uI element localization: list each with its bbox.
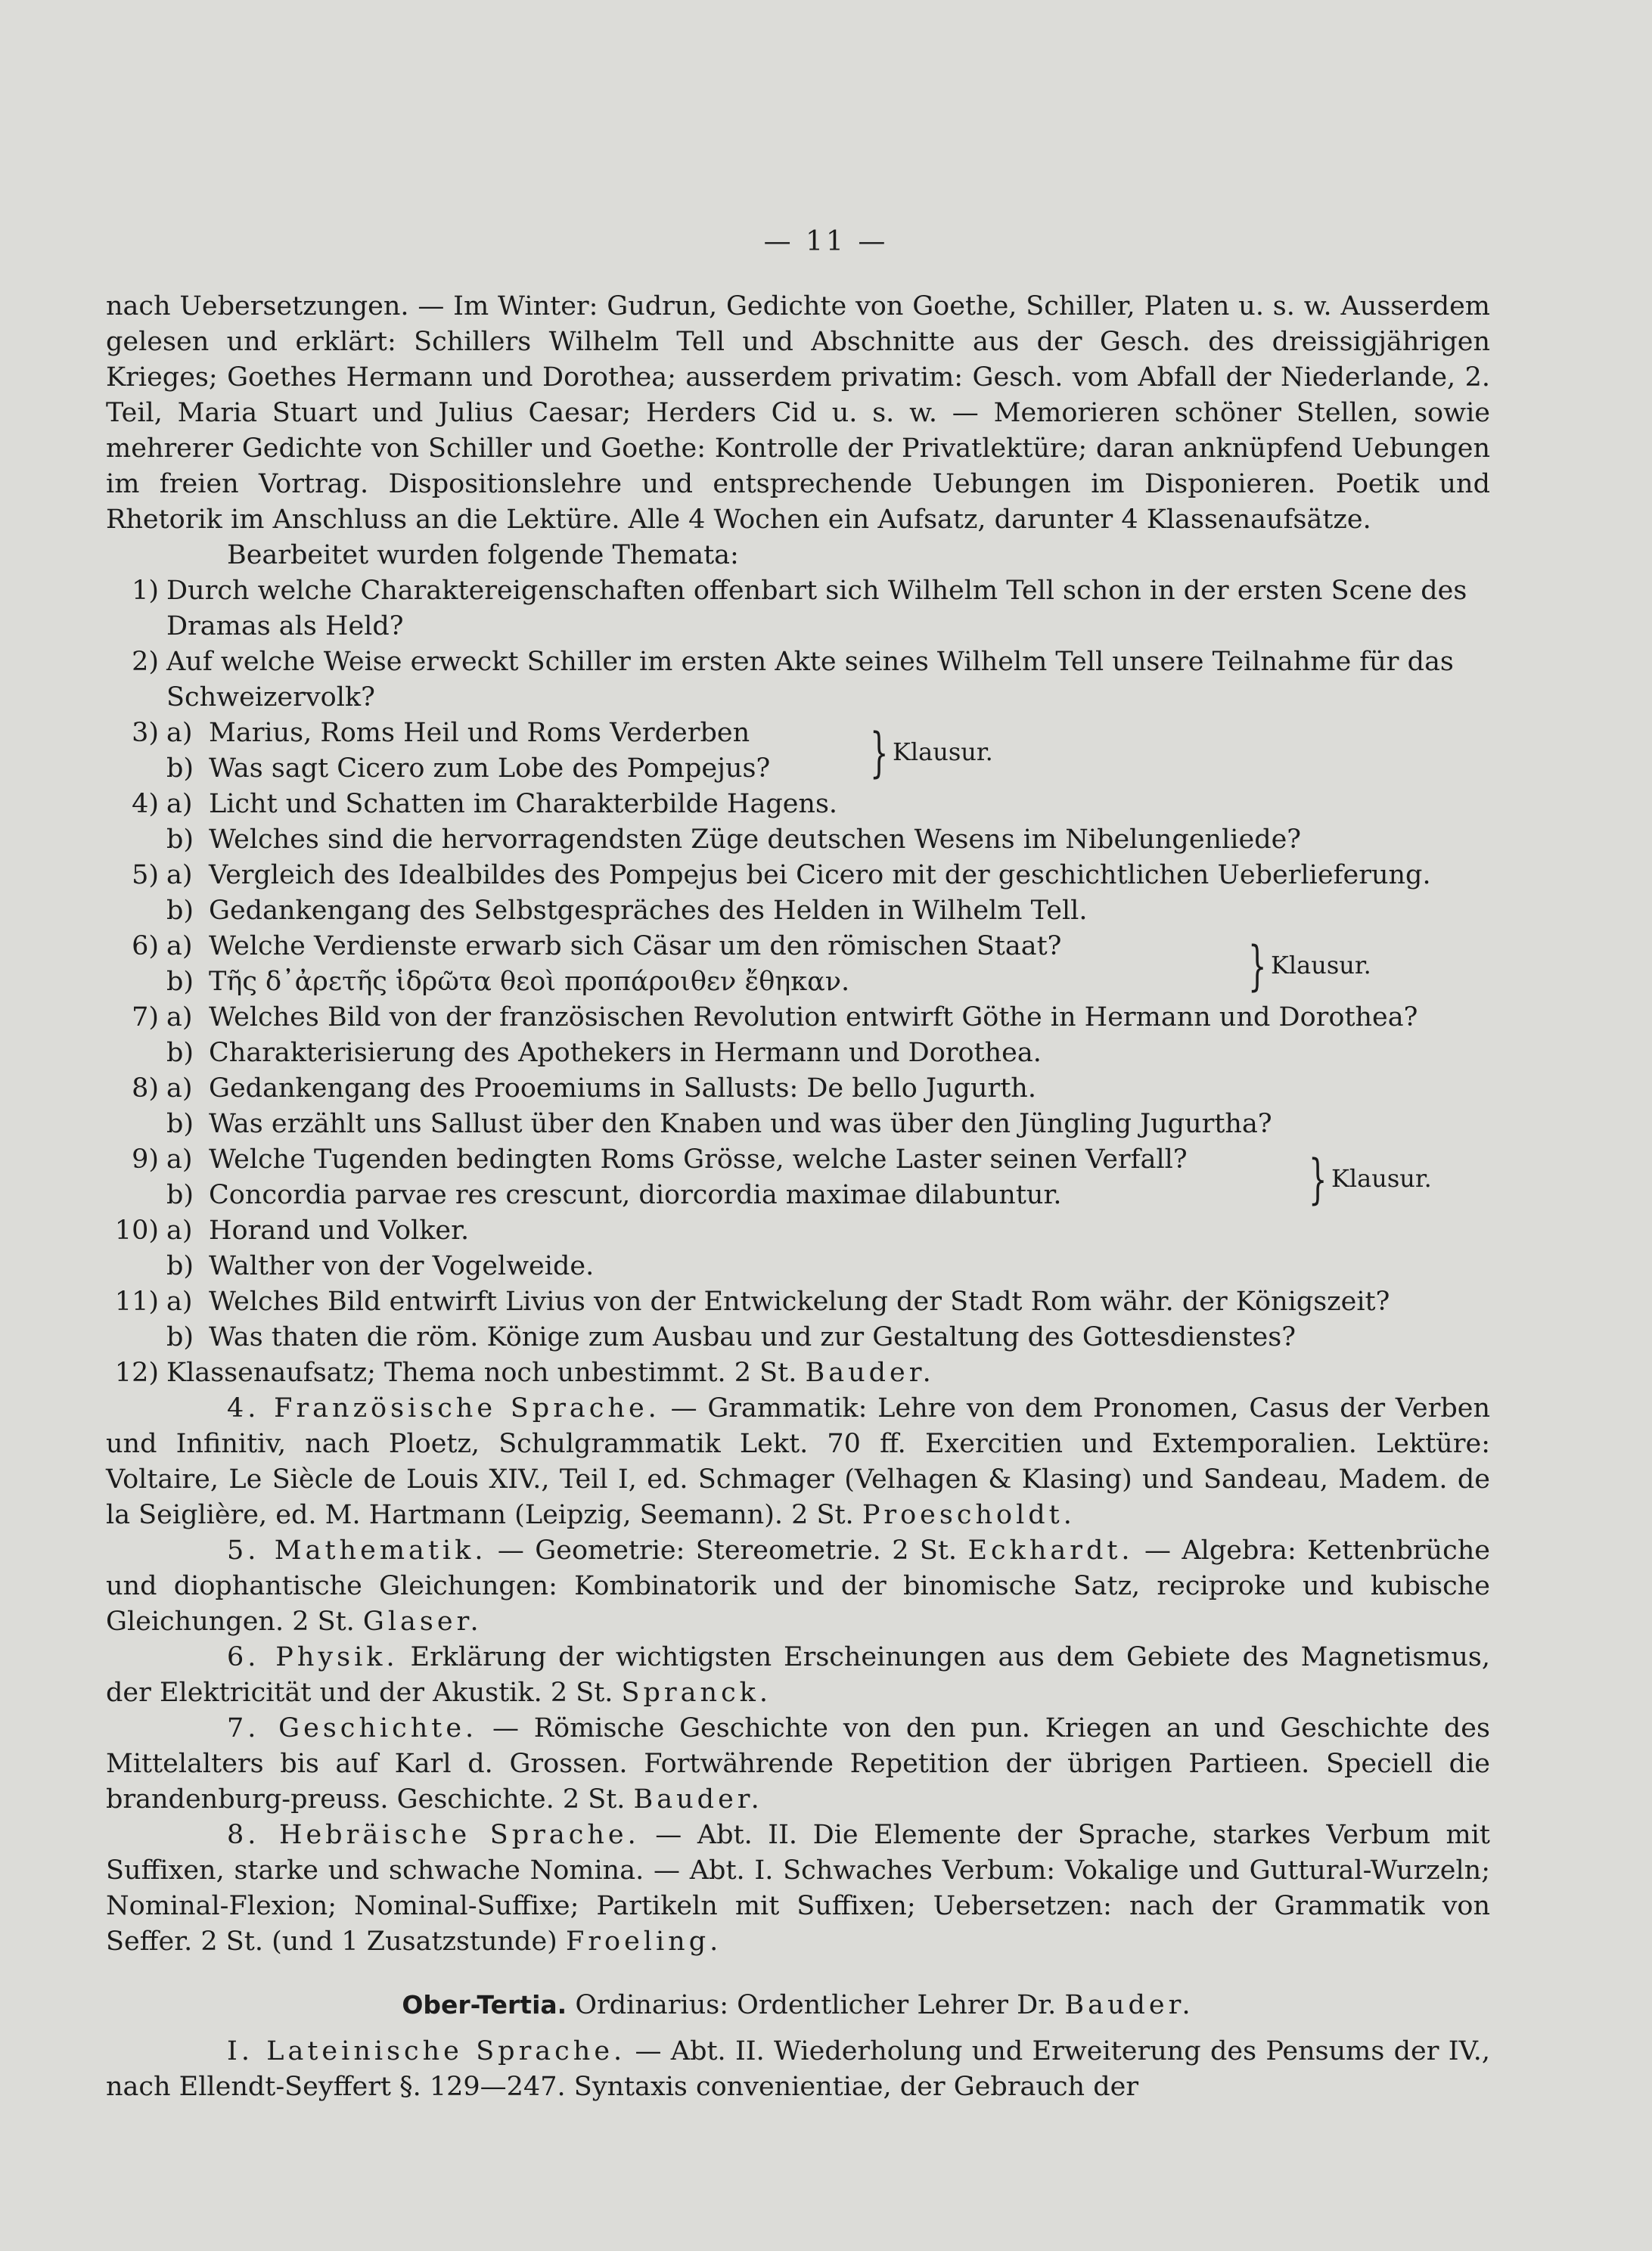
theme-subitem-b [106,1320,1490,1355]
theme-number: 6) [132,931,159,961]
subitem-text: Walther von der Vogelweide. [209,1251,595,1281]
subitem-text: Gedankengang des Prooemiums in Sallusts: De bello Jugurth. [209,1073,1036,1104]
subitem-text: Was sagt Cicero zum Lobe des Pompejus? [209,753,771,784]
subitem-label: b) [166,824,194,855]
teacher-name: Bauder. [633,1784,763,1815]
teacher-name: Bauder. [805,1358,935,1388]
teacher-name: Glaser. [362,1607,483,1637]
theme-item-5 [106,858,1490,929]
section-text: — Geometrie: Stereometrie. 2 St. [497,1535,958,1566]
subitem-text: Welches Bild entwirft Livius von der Entwickelung der Stadt Rom währ. der Königszeit? [209,1287,1390,1317]
ordinarius-label: Ordinarius: Ordentlicher Lehrer Dr. [575,1990,1057,2020]
subitem-label: a) [166,931,193,961]
theme-item-9 [106,1142,1490,1213]
ordinarius-name: Bauder. [1064,1990,1194,2020]
theme-item-11 [106,1284,1490,1355]
theme-number: 3) [132,718,159,748]
brace-mark: } [1248,935,1267,997]
theme-subitem-a [106,858,1490,893]
section-physics [106,1640,1490,1711]
subitem-label: b) [166,1109,194,1139]
subitem-text: Charakterisierung des Apothekers in Hermann und Dorothea. [209,1038,1042,1068]
theme-subitem-b [106,1035,1490,1071]
section-hebrew [106,1818,1490,1960]
subitem-text: Vergleich des Idealbildes des Pompejus bei Cicero mit der geschichtlichen Ueberlieferung. [209,860,1431,890]
theme-number: 9) [132,1144,159,1175]
subitem-label: b) [166,896,194,926]
theme-number: 11) [114,1287,159,1317]
theme-text: Auf welche Weise erweckt Schiller im ersten Akte seines Wilhelm Tell unsere Teilnahme für das Schweizervolk? [166,647,1454,713]
body-text [106,289,1490,2105]
theme-item-10 [106,1213,1490,1284]
theme-number: 8) [132,1073,159,1104]
section-label: I. Lateinische Sprache. [227,2036,626,2066]
section-text: — Abt. II. Wiederholung und Erweiterung des Pensums der IV., nach Ellendt-Seyffert §. 129—247. Syntaxis convenientiae, der Gebrauch der [106,2036,1490,2102]
teacher-name: Proescholdt. [862,1500,1076,1530]
section-label: 5. Mathematik. [227,1535,487,1566]
subitem-text: Marius, Roms Heil und Roms Verderben [209,718,750,748]
section-gap [106,1960,1490,1987]
subitem-label: a) [166,1216,193,1246]
subitem-label: a) [166,1144,193,1175]
theme-item-7 [106,1000,1490,1071]
subitem-label: b) [166,1251,194,1281]
theme-subitem-b [106,1249,1490,1284]
theme-subitem-a [106,716,1490,751]
subitem-text: Welche Tugenden bedingten Roms Grösse, welche Laster seinen Verfall? [209,1144,1188,1175]
theme-item-1 [106,573,1490,644]
section-history [106,1711,1490,1818]
theme-subitem-b [106,1107,1490,1142]
brace-mark: } [870,722,889,784]
section-text: Erklärung der wichtigsten Erscheinungen aus dem Gebiete des Magnetismus, der Elektricität und der Akustik. 2 St. [106,1642,1490,1708]
theme-text: Durch welche Charaktereigenschaften offenbart sich Wilhelm Tell schon in der ersten Scene des Dramas als Held? [166,576,1467,641]
subitem-text: Licht und Schatten im Charakterbilde Hagens. [209,789,838,819]
subitem-text: Horand und Volker. [209,1216,470,1246]
subitem-text: Welches Bild von der französischen Revolution entwirft Göthe in Hermann und Dorothea? [209,1002,1418,1032]
section-label: 6. Physik. [227,1642,399,1672]
teacher-name: Spranck. [621,1678,772,1708]
theme-item-4 [106,787,1490,858]
theme-subitem-a [106,1000,1490,1035]
subitem-label: b) [166,1322,194,1352]
subitem-label: b) [166,1038,194,1068]
theme-item-8 [106,1071,1490,1142]
subitem-label: a) [166,860,193,890]
section-text: — Grammatik: Lehre von dem Pronomen, Casus der Verben und Infinitiv, nach Ploetz, Schulgrammatik Lekt. 70 ff. Exercitien und Extemporalien. Lektüre: Voltaire, Le Siècle de Louis XIV., Teil I, ed. Schmager (Velhagen & Klasing) und Sandeau, Madem. de la Seiglière, ed. M. Hartmann (Leipzig, Seemann). 2 St. [106,1393,1490,1530]
subitem-text: Was thaten die röm. Könige zum Ausbau und zur Gestaltung des Gottesdienstes? [209,1322,1296,1352]
subitem-text: Was erzählt uns Sallust über den Knaben und was über den Jüngling Jugurtha? [209,1109,1272,1139]
subitem-text: Welche Verdienste erwarb sich Cäsar um den römischen Staat? [209,931,1062,961]
klausur-note: Klausur. [893,737,993,766]
theme-number: 1) [132,576,159,606]
intro-paragraph: nach Uebersetzungen. — Im Winter: Gudrun, Gedichte von Goethe, Schiller, Platen u. s. w. Ausserdem gelesen und erklärt: Schillers Wilhelm Tell und Abschnitte aus der Gesch. des dreissigjährigen Krieges; Goethes Hermann und Dorothea; ausserdem privatim: Gesch. vom Abfall der Niederlande, 2. Teil, Maria Stuart und Julius Caesar; Herders Cid u. s. w. — Memorieren schöner Stellen, sowie mehrerer Gedichte von Schiller und Goethe: Kontrolle der Privatlektüre; daran anknüpfend Uebungen im freien Vortrag. Dispositionslehre und entsprechende Uebungen im Disponieren. Poetik und Rhetorik im Anschluss an die Lektüre. Alle 4 Wochen ein Aufsatz, darunter 4 Klassenaufsätze. [106,291,1490,535]
subitem-text: Gedankengang des Selbstgespräches des Helden in Wilhelm Tell. [209,896,1088,926]
theme-number: 7) [132,1002,159,1032]
theme-item-6 [106,929,1490,1000]
theme-item-2 [106,644,1490,716]
subitem-label: a) [166,1002,193,1032]
theme-number: 5) [132,860,159,890]
theme-subitem-a [106,1213,1490,1249]
section-text: — Algebra: Kettenbrüche und diophantische Gleichungen: Kombinatorik und der binomische Satz, reciproke und kubische Gleichungen. 2 St. [106,1535,1490,1637]
theme-subitem-b [106,1178,1490,1213]
subitem-label: a) [166,718,193,748]
section-latin [106,2034,1490,2105]
theme-item-3 [106,716,1490,787]
theme-subitem-b [106,751,1490,787]
heading-gap [106,2023,1490,2034]
theme-subitem-a [106,1284,1490,1320]
theme-subitem-b [106,822,1490,858]
subitem-label: b) [166,967,194,997]
section-text: — Abt. II. Die Elemente der Sprache, starkes Verbum mit Suffixen, starke und schwache Nomina. — Abt. I. Schwaches Verbum: Vokalige und Guttural-Wurzeln; Nominal-Flexion; Nominal-Suffixe; Partikeln mit Suffixen; Uebersetzen: nach der Grammatik von Seffer. 2 St. (und 1 Zusatzstunde) [106,1820,1490,1957]
theme-number: 2) [132,647,159,677]
subitem-label: b) [166,753,194,784]
subitem-text: Τῆς δ᾽ἀρετῆς ἱδρῶτα θεοὶ προπάροιθεν ἔθηκαν. [209,967,850,997]
subitem-label: a) [166,1073,193,1104]
teacher-name: Eckhardt. [967,1535,1134,1566]
theme-subitem-a [106,1071,1490,1107]
page-number: — 11 — [763,226,889,257]
section-label: 4. Französische Sprache. [227,1393,660,1424]
section-text: — Römische Geschichte von den pun. Kriegen an und Geschichte des Mittelalters bis auf Karl d. Grossen. Fortwährende Repetition der übrigen Partieen. Speciell die brandenburg-preuss. Geschichte. 2 St. [106,1713,1490,1815]
class-heading [106,1987,1490,2023]
theme-subitem-a [106,1142,1490,1178]
subitem-text: Welches sind die hervorragendsten Züge deutschen Wesens im Nibelungenliede? [209,824,1302,855]
klausur-note: Klausur. [1331,1164,1432,1193]
theme-item-12 [106,1355,1490,1391]
subitem-label: a) [166,1287,193,1317]
brace-mark: } [1309,1148,1328,1210]
klausur-note: Klausur. [1271,951,1371,980]
subitem-label: a) [166,789,193,819]
theme-subitem-b [106,893,1490,929]
class-title: Ober-Tertia. [402,1990,567,2020]
section-label: 8. Hebräische Sprache. [227,1820,640,1850]
teacher-name: Froeling. [565,1927,722,1957]
theme-number: 10) [114,1216,159,1246]
theme-text: Klassenaufsatz; Thema noch unbestimmt. 2 St. [166,1358,797,1388]
section-french [106,1391,1490,1533]
themata-heading: Bearbeitet wurden folgende Themata: [227,540,739,570]
theme-subitem-a [106,787,1490,822]
theme-number: 4) [132,789,159,819]
section-mathematics [106,1533,1490,1640]
section-label: 7. Geschichte. [227,1713,478,1743]
subitem-label: b) [166,1180,194,1210]
subitem-text: Concordia parvae res crescunt, diorcordia maximae dilabuntur. [209,1180,1062,1210]
theme-number: 12) [114,1358,159,1388]
